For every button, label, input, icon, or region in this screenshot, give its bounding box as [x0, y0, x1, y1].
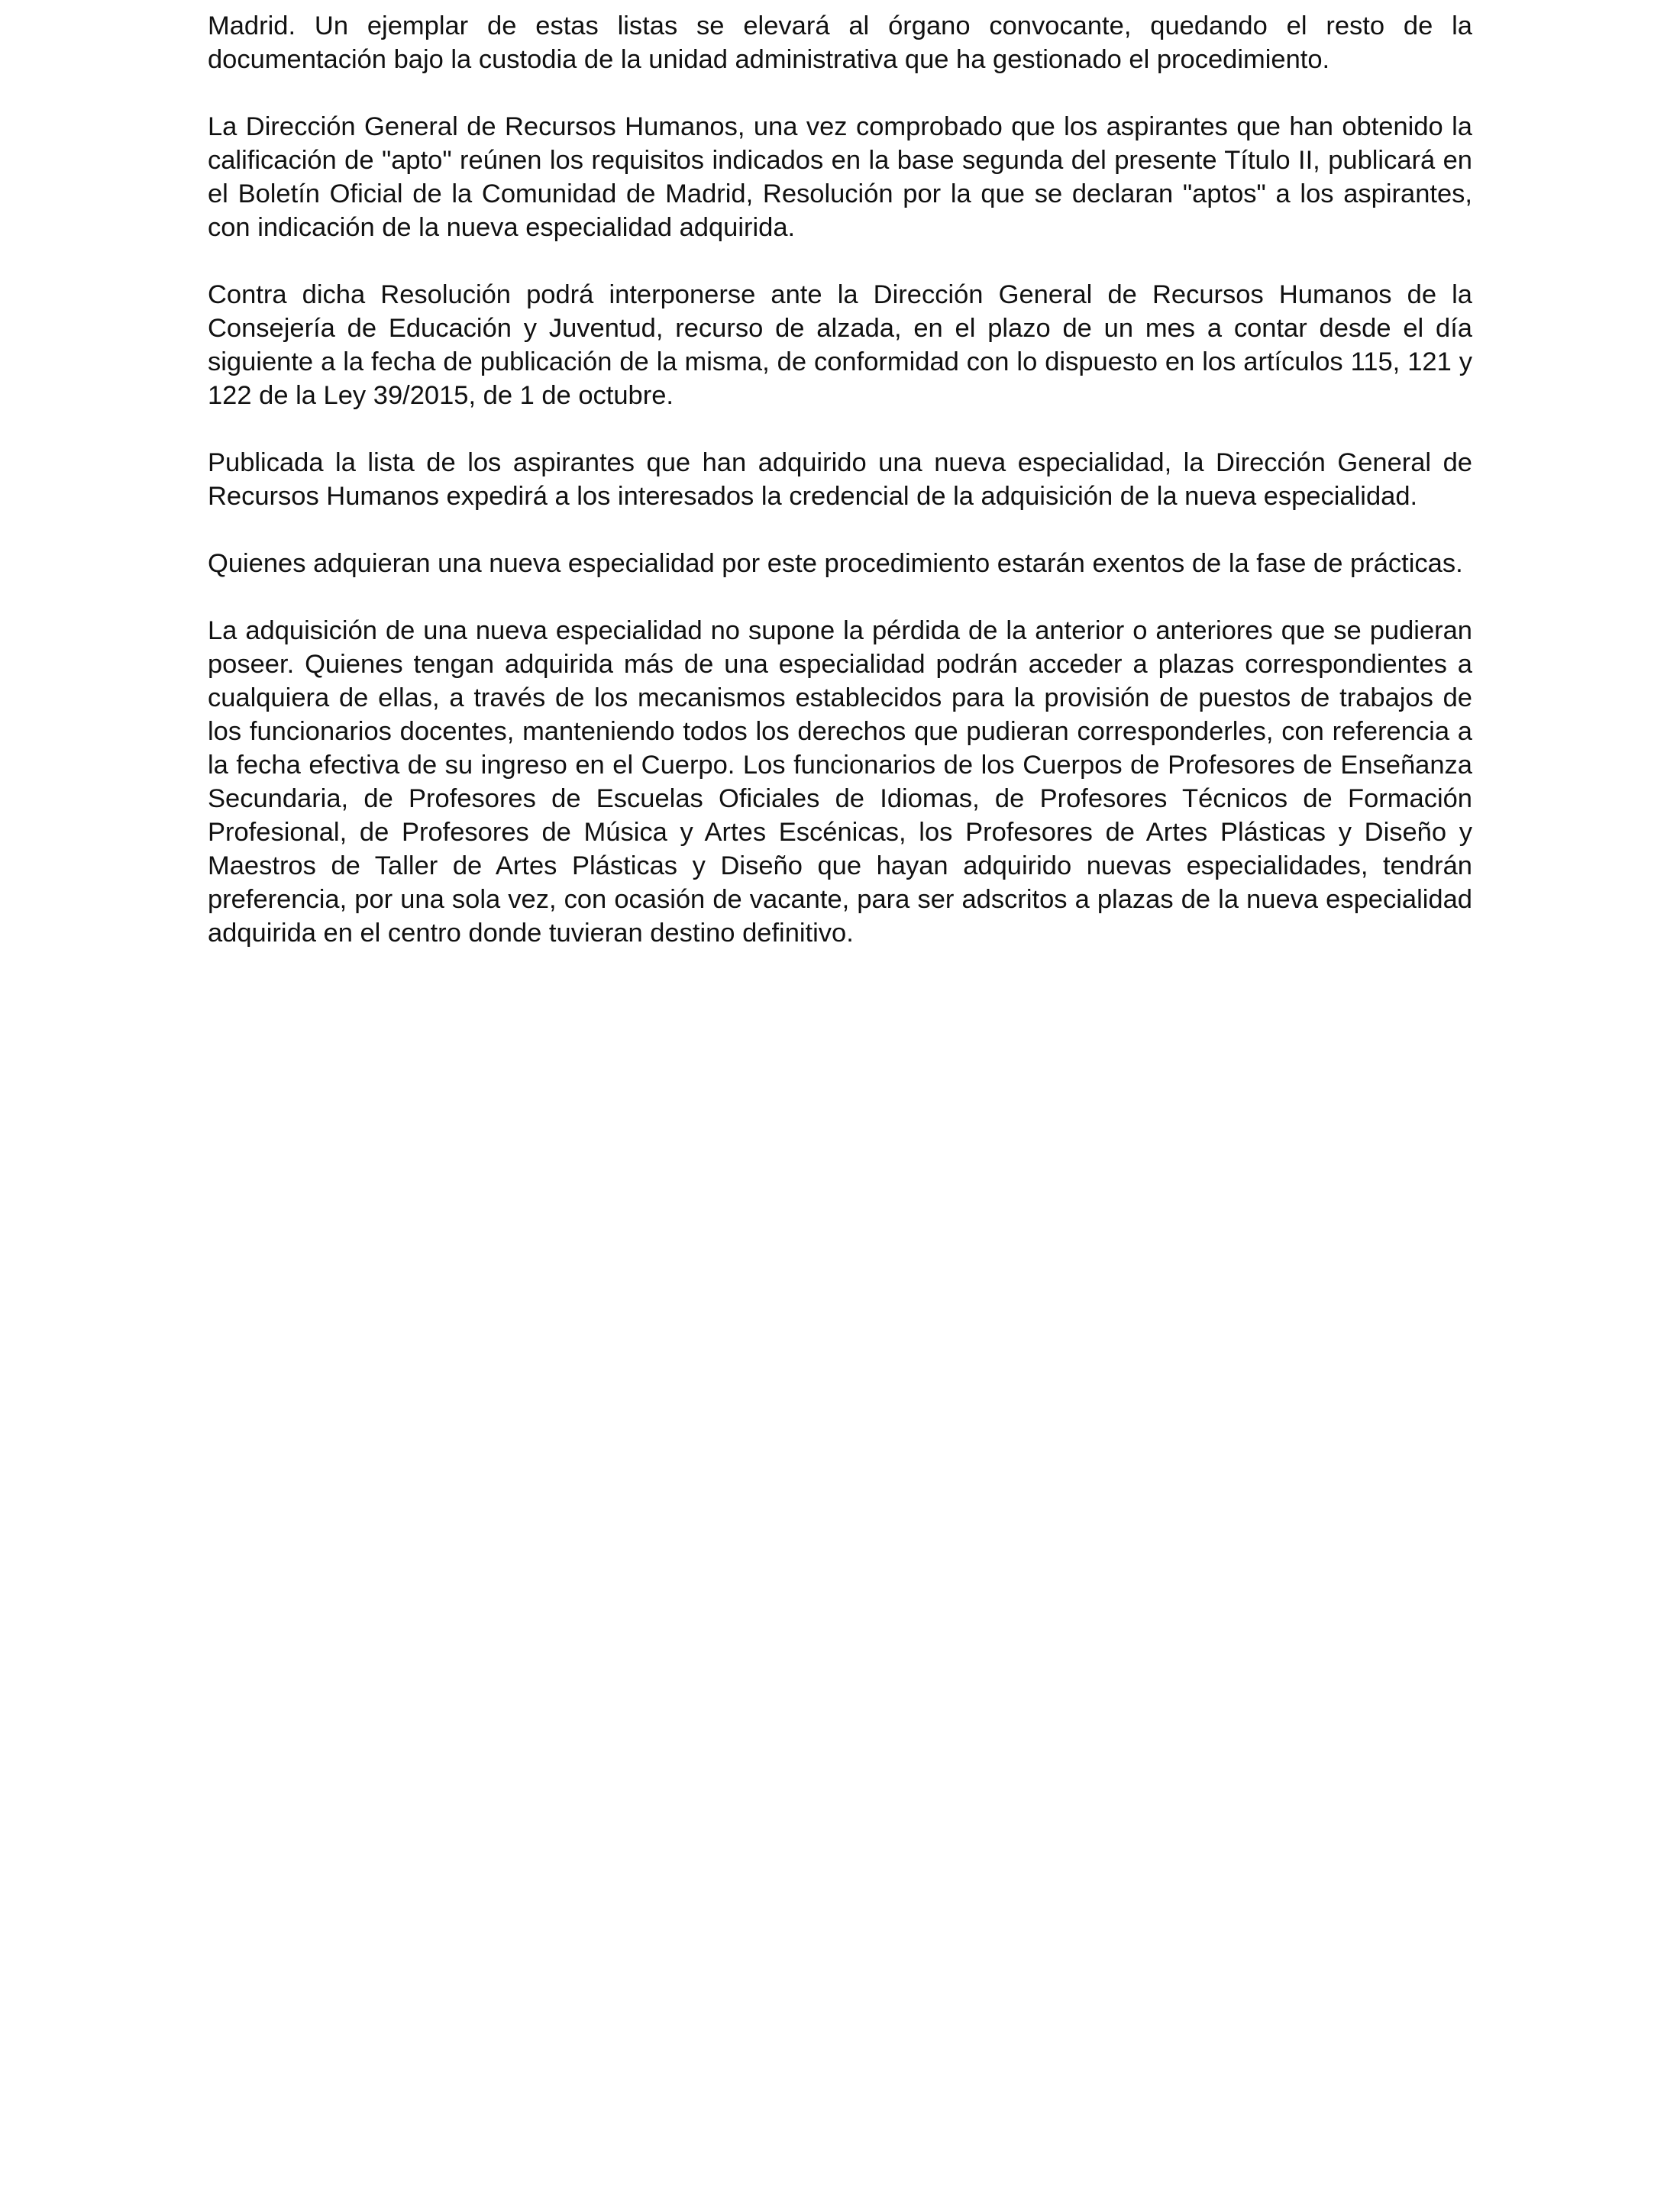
- paragraph-credencial: Publicada la lista de los aspirantes que han adquirido una nueva especialidad, la Dirección General de Recursos Humanos expedirá a los interesados la credencial de la adquisición de la nueva especialidad.: [208, 448, 1472, 511]
- paragraph-adquisicion-especialidad: La adquisición de una nueva especialidad no supone la pérdida de la anterior o anteriores que se pudieran poseer. Quienes tengan adquirida más de una especialidad podrán acceder a plazas correspondientes a cualquiera de ellas, a través de los mecanismos establecidos para la provisión de puestos de trabajos de los funcionarios docentes, manteniendo todos los derechos que pudieran corresponderles, con referencia a la fecha efectiva de su ingreso en el Cuerpo. Los funcionarios de los Cuerpos de Profesores de Enseñanza Secundaria, de Profesores de Escuelas Oficiales de Idiomas, de Profesores Técnicos de Formación Profesional, de Profesores de Música y Artes Escénicas, los Profesores de Artes Plásticas y Diseño y Maestros de Taller de Artes Plásticas y Diseño que hayan adquirido nuevas especialidades, tendrán preferencia, por una sola vez, con ocasión de vacante, para ser adscritos a plazas de la nueva especialidad adquirida en el centro donde tuvieran destino definitivo.: [208, 616, 1472, 948]
- paragraph-recurso-alzada: Contra dicha Resolución podrá interponerse ante la Dirección General de Recursos Humanos de la Consejería de Educación y Juventud, recurso de alzada, en el plazo de un mes a contar desde el día siguiente a la fecha de publicación de la misma, de conformidad con lo dispuesto en los artículos 115, 121 y 122 de la Ley 39/2015, de 1 de octubre.: [208, 280, 1472, 410]
- document-page: [208, 9, 1472, 950]
- paragraph-listas-organo-convocante: Madrid. Un ejemplar de estas listas se elevará al órgano convocante, quedando el resto de la documentación bajo la custodia de la unidad administrativa que ha gestionado el procedimiento.: [208, 11, 1472, 74]
- paragraph-resolucion-aptos: La Dirección General de Recursos Humanos, una vez comprobado que los aspirantes que han obtenido la calificación de "apto" reúnen los requisitos indicados en la base segunda del presente Título II, publicará en el Boletín Oficial de la Comunidad de Madrid, Resolución por la que se declaran "aptos" a los aspirantes, con indicación de la nueva especialidad adquirida.: [208, 112, 1472, 242]
- paragraph-exentos-practicas: Quienes adquieran una nueva especialidad por este procedimiento estarán exentos de la fase de prácticas.: [208, 549, 1463, 578]
